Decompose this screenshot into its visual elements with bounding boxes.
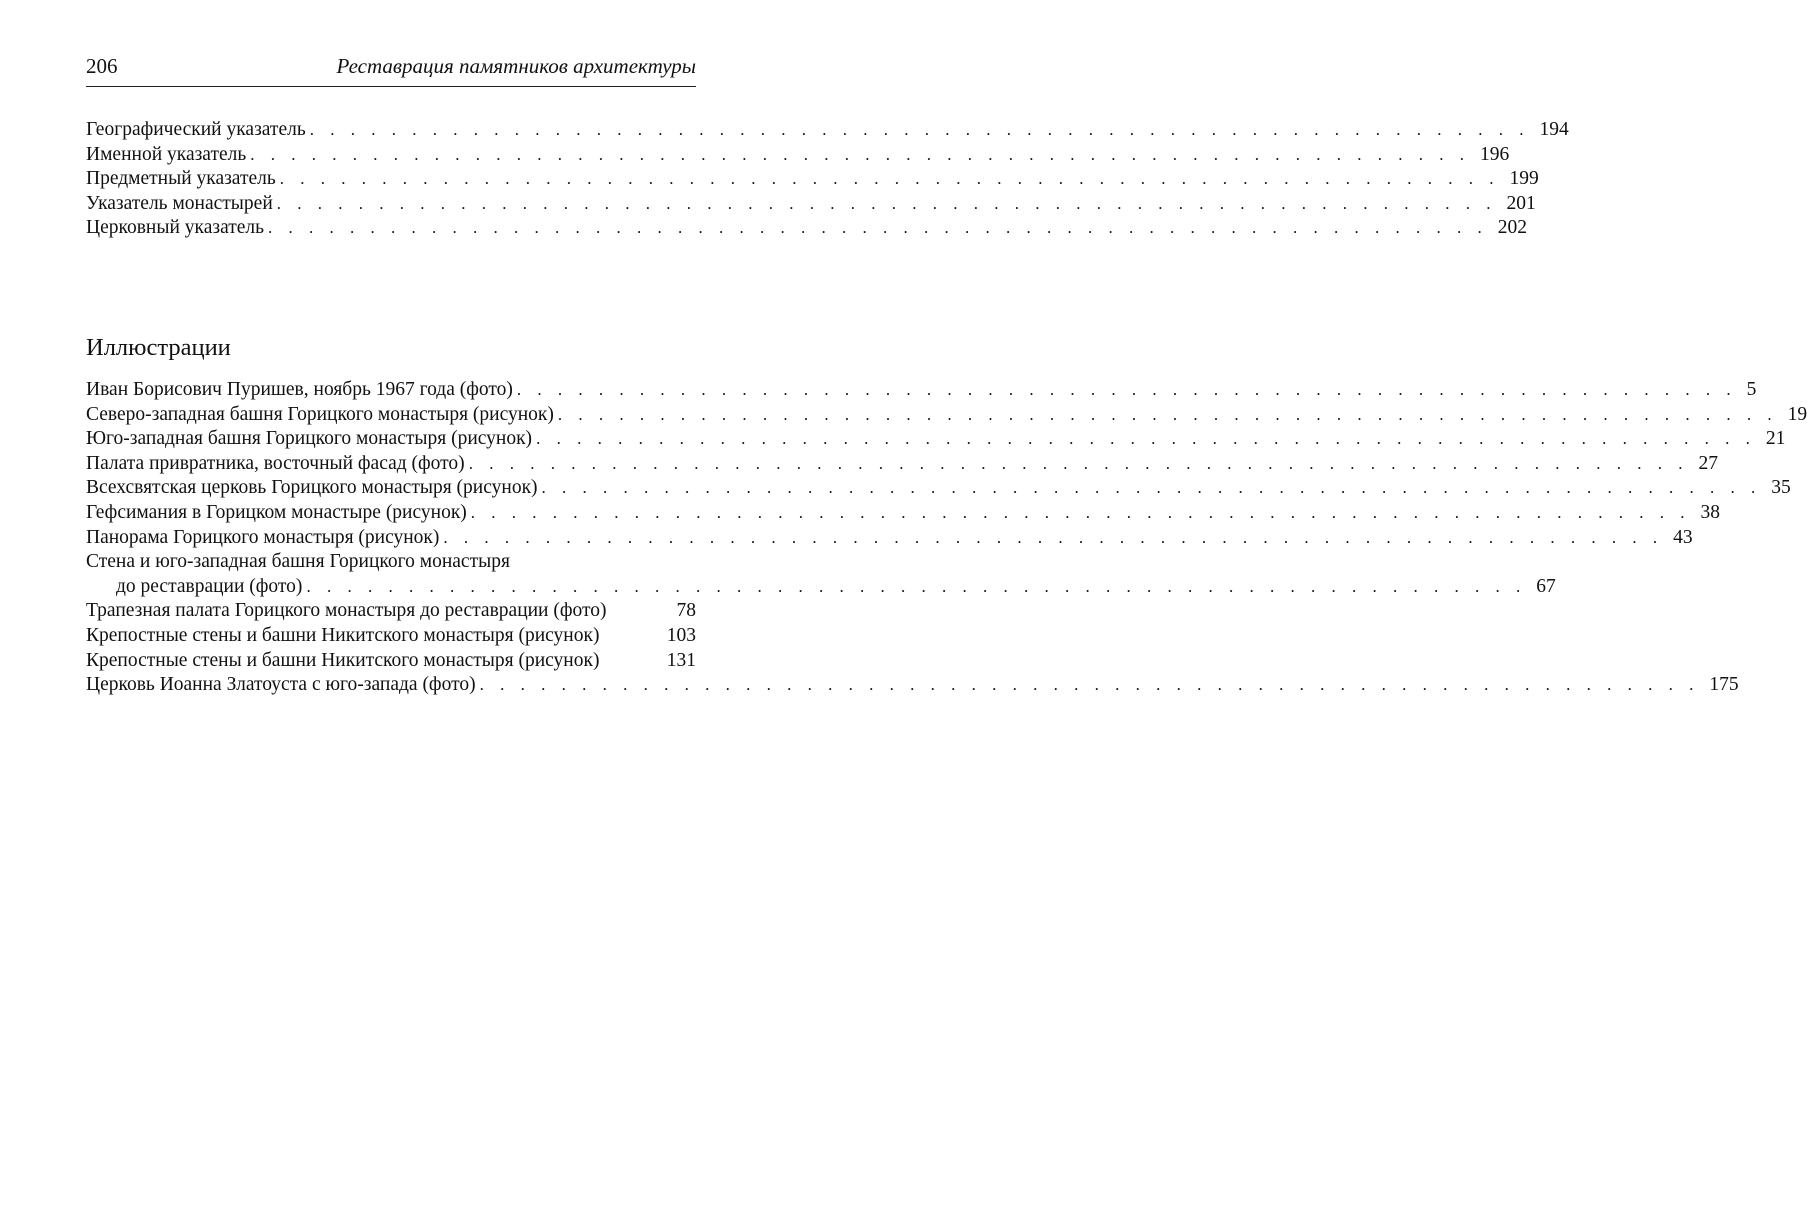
dot-leader: . . . . . . . . . . . . . . . . . . . . . . . . . . . . . . . . . . . . . . . . . . . . . . . . . . . . . . . . . . . . <box>279 169 1500 189</box>
header-rule <box>86 86 696 87</box>
toc-entry-page: 67 <box>1536 575 1556 597</box>
toc-entry-page: 199 <box>1509 168 1539 190</box>
toc-entry-label: Панорама Горицкого монастыря (рисунок) <box>86 526 440 548</box>
dot-leader: . . . . . . . . . . . . . . . . . . . . . . . . . . . . . . . . . . . . . . . . . . . . . . . . . . . . . . . . . . . . <box>479 675 1700 695</box>
toc-entry-page: 35 <box>1771 477 1791 499</box>
toc-entry[interactable] <box>86 216 1528 241</box>
section-title: Иллюстрации <box>86 334 231 361</box>
toc-entry[interactable] <box>86 673 1739 698</box>
toc-entry[interactable] <box>86 599 696 624</box>
dot-leader: . . . . . . . . . . . . . . . . . . . . . . . . . . . . . . . . . . . . . . . . . . . . . . . . . . . . . . . . . . . . <box>557 404 1778 424</box>
toc-entry-label: Указатель монастырей <box>86 192 273 214</box>
toc-entry-page: 78 <box>676 600 696 622</box>
toc-entry-label: Церковь Иоанна Златоуста с юго-запада (фото) <box>86 674 476 696</box>
toc-entry[interactable] <box>86 403 1807 428</box>
toc-entry-label: Всехсвятская церковь Горицкого монастыря (рисунок) <box>86 477 538 499</box>
toc-entry-label-continuation: до реставрации (фото) <box>116 575 303 597</box>
toc-entry-label: Именной указатель <box>86 143 247 165</box>
dot-leader: . . . . . . . . . . . . . . . . . . . . . . . . . . . . . . . . . . . . . . . . . . . . . . . . . . . . . . . . . . . . <box>443 527 1664 547</box>
dot-leader: . . . . . . . . . . . . . . . . . . . . . . . . . . . . . . . . . . . . . . . . . . . . . . . . . . . . . . . . . . . . <box>309 120 1530 139</box>
toc-entry-page: 5 <box>1746 379 1757 400</box>
toc-entry-page: 196 <box>1480 143 1510 165</box>
toc-entry-page: 19 <box>1787 403 1807 425</box>
page-header <box>86 54 696 84</box>
toc-entry[interactable] <box>86 476 1791 501</box>
toc-entry[interactable] <box>86 649 696 674</box>
toc-entry-page: 202 <box>1497 217 1528 239</box>
dot-leader: . . . . . . . . . . . . . . . . . . . . . . . . . . . . . . . . . . . . . . . . . . . . . . . . . . . . . . . . . . . . <box>541 478 1762 498</box>
toc-entry-label: Трапезная палата Горицкого монастыря до реставрации (фото) <box>86 600 607 622</box>
running-title: Реставрация памятников архитектуры <box>336 54 696 78</box>
toc-entry-label: Палата привратника, восточный фасад (фото) <box>86 452 465 474</box>
dot-leader: . . . . . . . . . . . . . . . . . . . . . . . . . . . . . . . . . . . . . . . . . . . . . . . . . . . . . . . . . . . . <box>516 380 1737 399</box>
toc-entry-label: Крепостные стены и башни Никитского монастыря (рисунок) <box>86 649 600 671</box>
dot-leader: . . . . . . . . . . . . . . . . . . . . . . . . . . . . . . . . . . . . . . . . . . . . . . . . . . . . . . . . . . . . <box>306 576 1527 596</box>
toc-entry-label: Стена и юго-западная башня Горицкого монастыря <box>86 551 510 573</box>
toc-entry[interactable] <box>86 624 696 649</box>
toc-entry-page: 201 <box>1506 192 1536 214</box>
toc-entry-page: 21 <box>1765 428 1786 450</box>
toc-entry[interactable] <box>86 378 1757 403</box>
illustrations-list <box>86 378 1807 698</box>
toc-entry[interactable] <box>86 452 1718 477</box>
page-number: 206 <box>86 54 118 78</box>
toc-entry-page: 175 <box>1709 674 1739 696</box>
toc-entry-page: 38 <box>1700 501 1721 523</box>
toc-entry[interactable] <box>86 118 1569 143</box>
toc-entry-page: 194 <box>1539 119 1569 140</box>
toc-entry-page: 43 <box>1673 526 1693 548</box>
toc-entry[interactable] <box>86 167 1539 192</box>
toc-entry-page: 27 <box>1698 452 1718 474</box>
dot-leader: . . . . . . . . . . . . . . . . . . . . . . . . . . . . . . . . . . . . . . . . . . . . . . . . . . . . . . . . . . . . <box>536 429 1756 449</box>
toc-entry-page: 131 <box>666 649 696 671</box>
dot-leader: . . . . . . . . . . . . . . . . . . . . . . . . . . . . . . . . . . . . . . . . . . . . . . . . . . . . . . . . . . . . <box>276 193 1497 213</box>
dot-leader: . . . . . . . . . . . . . . . . . . . . . . . . . . . . . . . . . . . . . . . . . . . . . . . . . . . . . . . . . . . . <box>468 453 1689 473</box>
toc-entry[interactable] <box>86 550 696 575</box>
toc-entry-label: Северо-западная башня Горицкого монастыря (рисунок) <box>86 403 554 425</box>
toc-entry-label: Географический указатель <box>86 119 306 140</box>
toc-entry-label: Церковный указатель <box>86 217 265 239</box>
dot-leader: . . . . . . . . . . . . . . . . . . . . . . . . . . . . . . . . . . . . . . . . . . . . . . . . . . . . . . . . . . . . <box>470 502 1691 522</box>
toc-entry-label: Гефсимания в Горицком монастыре (рисунок) <box>86 501 467 523</box>
toc-entry[interactable] <box>86 501 1721 526</box>
toc-entry-label: Предметный указатель <box>86 168 276 190</box>
toc-entry-label: Крепостные стены и башни Никитского монастыря (рисунок) <box>86 624 600 646</box>
index-list <box>86 118 1569 241</box>
toc-entry[interactable] <box>86 192 1536 217</box>
toc-entry-label: Юго-западная башня Горицкого монастыря (рисунок) <box>86 428 533 450</box>
toc-entry[interactable] <box>86 427 1786 452</box>
toc-entry[interactable] <box>86 526 1693 551</box>
dot-leader: . . . . . . . . . . . . . . . . . . . . . . . . . . . . . . . . . . . . . . . . . . . . . . . . . . . . . . . . . . . . <box>250 144 1470 164</box>
toc-entry[interactable] <box>86 143 1510 168</box>
toc-entry-page: 103 <box>666 624 696 646</box>
toc-entry-continuation[interactable] <box>86 575 1556 600</box>
toc-entry-label: Иван Борисович Пуришев, ноябрь 1967 года (фото) <box>86 379 513 400</box>
dot-leader: . . . . . . . . . . . . . . . . . . . . . . . . . . . . . . . . . . . . . . . . . . . . . . . . . . . . . . . . . . . . <box>268 218 1488 238</box>
